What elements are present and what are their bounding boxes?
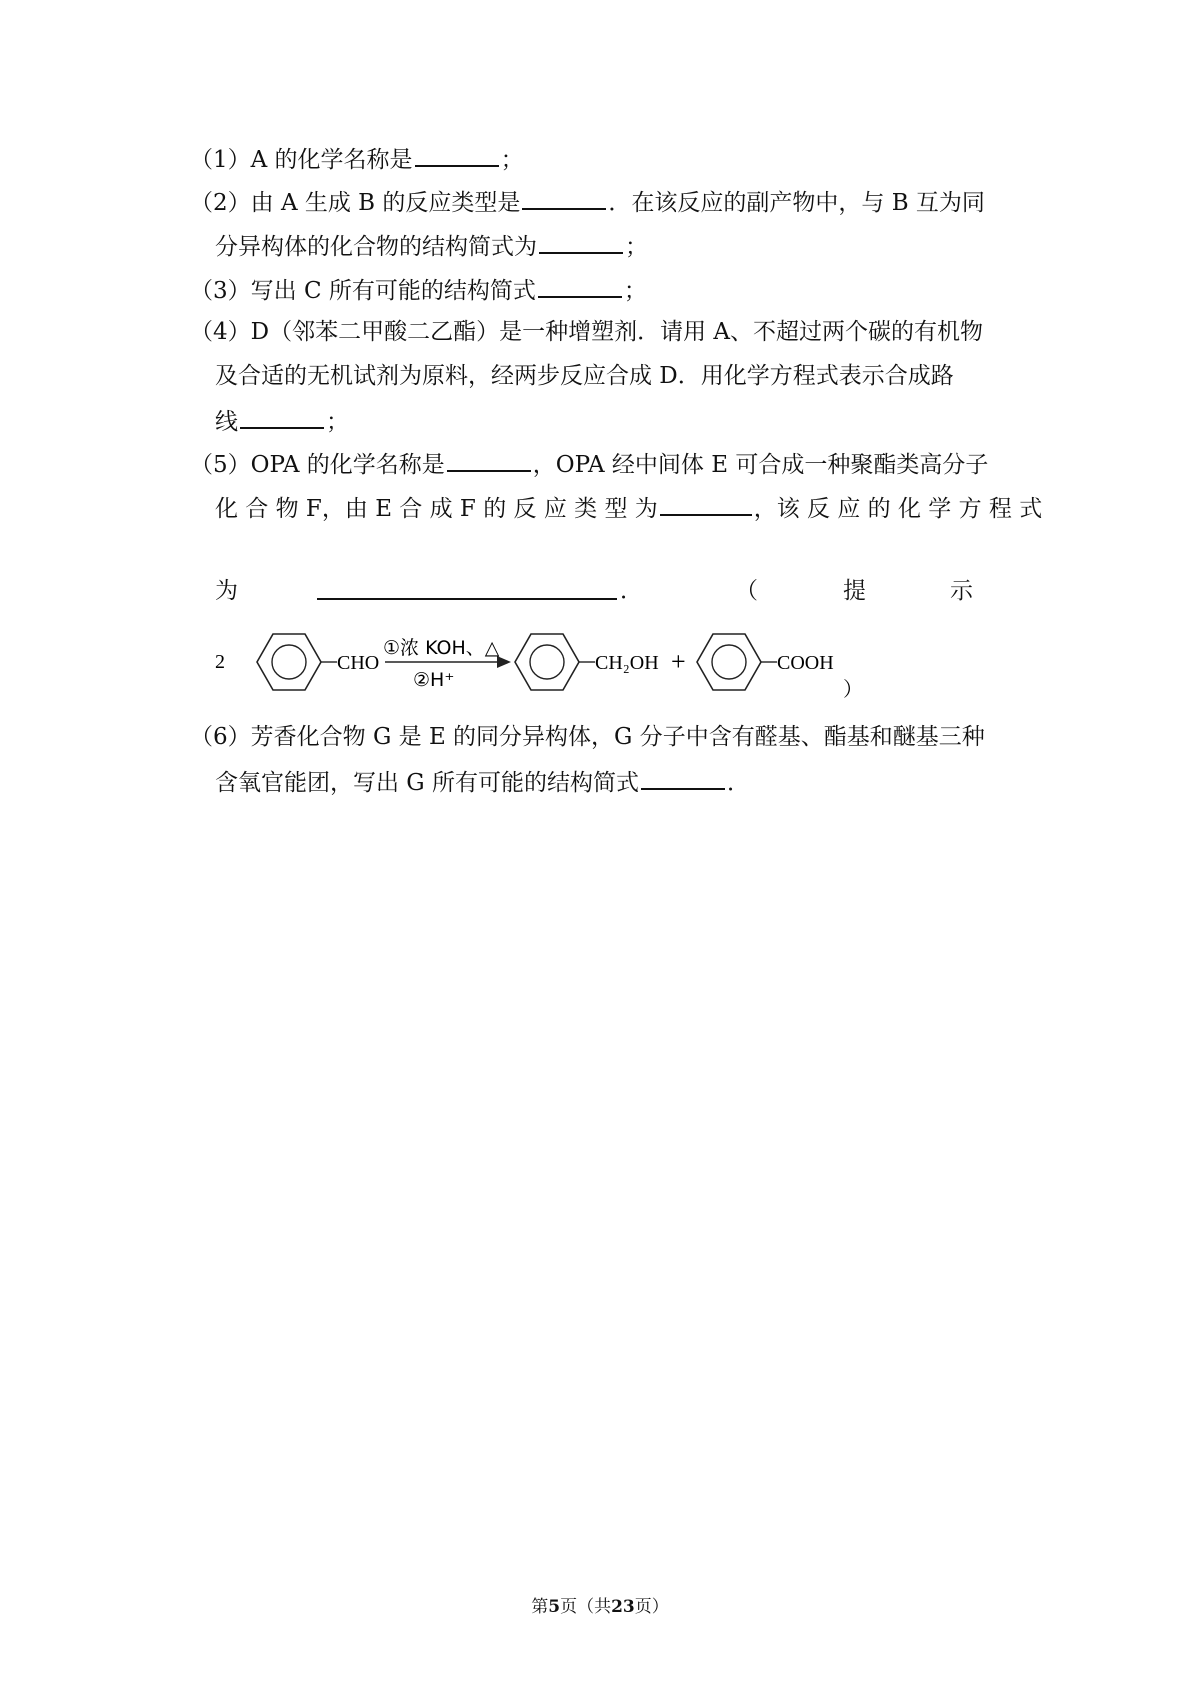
benzene-ring-icon [257,634,321,690]
hint-close-paren: ） [843,677,863,701]
q6-text: 含氧官能团，写出 G 所有可能的结构简式 [215,770,639,796]
q1-answer-blank[interactable] [415,143,499,167]
footer-prefix: 第 [531,1597,549,1617]
q5-equation-blank[interactable] [317,576,617,600]
q3-answer-blank[interactable] [538,274,622,298]
question-5-line-1 [190,448,988,480]
footer-total-pages: 23 [611,1597,635,1617]
q2-reaction-type-blank[interactable] [522,186,606,210]
benzene-ring-icon [515,634,579,690]
condition-bottom: ②H⁺ [413,669,455,691]
q2-text-2: ．在该反应的副产物中，与 B 互为同 [608,190,985,216]
q5-text-3: 化 合 物 F，由 E 合 成 F 的 反 应 类 型 为 [215,496,658,522]
q5-text-1: （5）OPA 的化学名称是 [190,452,445,478]
footer-page-number: 5 [548,1597,561,1617]
q5-hint-shi: 示 [950,578,973,604]
q5-reaction-type-blank[interactable] [660,492,752,516]
reactant-cho-group: CHO [337,652,380,674]
q5-text-2: ，OPA 经中间体 E 可合成一种聚酯类高分子 [532,452,989,478]
q3-suffix: ； [623,278,647,304]
q6-answer-blank[interactable] [641,766,725,790]
page-footer [0,1596,1200,1618]
question-6-line-2 [215,766,750,798]
q2-text-1: （2）由 A 生成 B 的反应类型是 [190,190,521,216]
q4-suffix: ； [326,409,349,435]
question-4-line-2: 及合适的无机试剂为原料，经两步反应合成 D．用化学方程式表示合成路 [215,363,954,389]
plus-sign: + [671,647,686,676]
question-4-line-3 [215,405,349,437]
q2-structure-blank[interactable] [539,230,623,254]
question-2-line-2 [215,230,648,262]
footer-middle: 页（共 [560,1597,612,1617]
q2-suffix: ； [625,234,648,260]
question-6-line-1: （6）芳香化合物 G 是 E 的同分异构体，G 分子中含有醛基、酯基和醚基三种 [190,724,985,750]
q5-hint-open-paren: （ [735,578,758,604]
q4-text: 线 [215,409,238,435]
q5-text-4: ，该 反 应 的 化 学 方 程 式 [753,496,1043,522]
q5-wei: 为 [215,578,238,604]
question-4-line-1: （4）D（邻苯二甲酸二乙酯）是一种增塑剂．请用 A、不超过两个碳的有机物 [190,319,983,345]
product-ch2oh-group: CH₂OH [595,652,659,674]
product-cooh-group: COOH [777,652,834,674]
reaction-coefficient: 2 [215,651,225,673]
footer-suffix: 页） [634,1597,669,1617]
q4-route-blank[interactable] [240,405,324,429]
question-5-line-2 [215,492,1042,524]
benzene-ring-icon [697,634,761,690]
q5-hint-ti: 提 [843,578,866,604]
q2-text-3: 分异构体的化合物的结构简式为 [215,234,537,260]
q6-suffix: ． [727,770,750,796]
question-1 [190,143,524,175]
q1-text: （1）A 的化学名称是 [190,147,413,173]
q1-suffix: ； [500,147,524,173]
condition-top: ①浓 KOH、△ [383,637,500,659]
q5-name-blank[interactable] [447,448,531,472]
cannizzaro-reaction-scheme [215,622,935,702]
q5-dot: ． [620,578,643,604]
question-2-line-1 [190,186,985,218]
q3-text: （3）写出 C 所有可能的结构简式 [190,278,536,304]
question-3 [190,274,647,306]
